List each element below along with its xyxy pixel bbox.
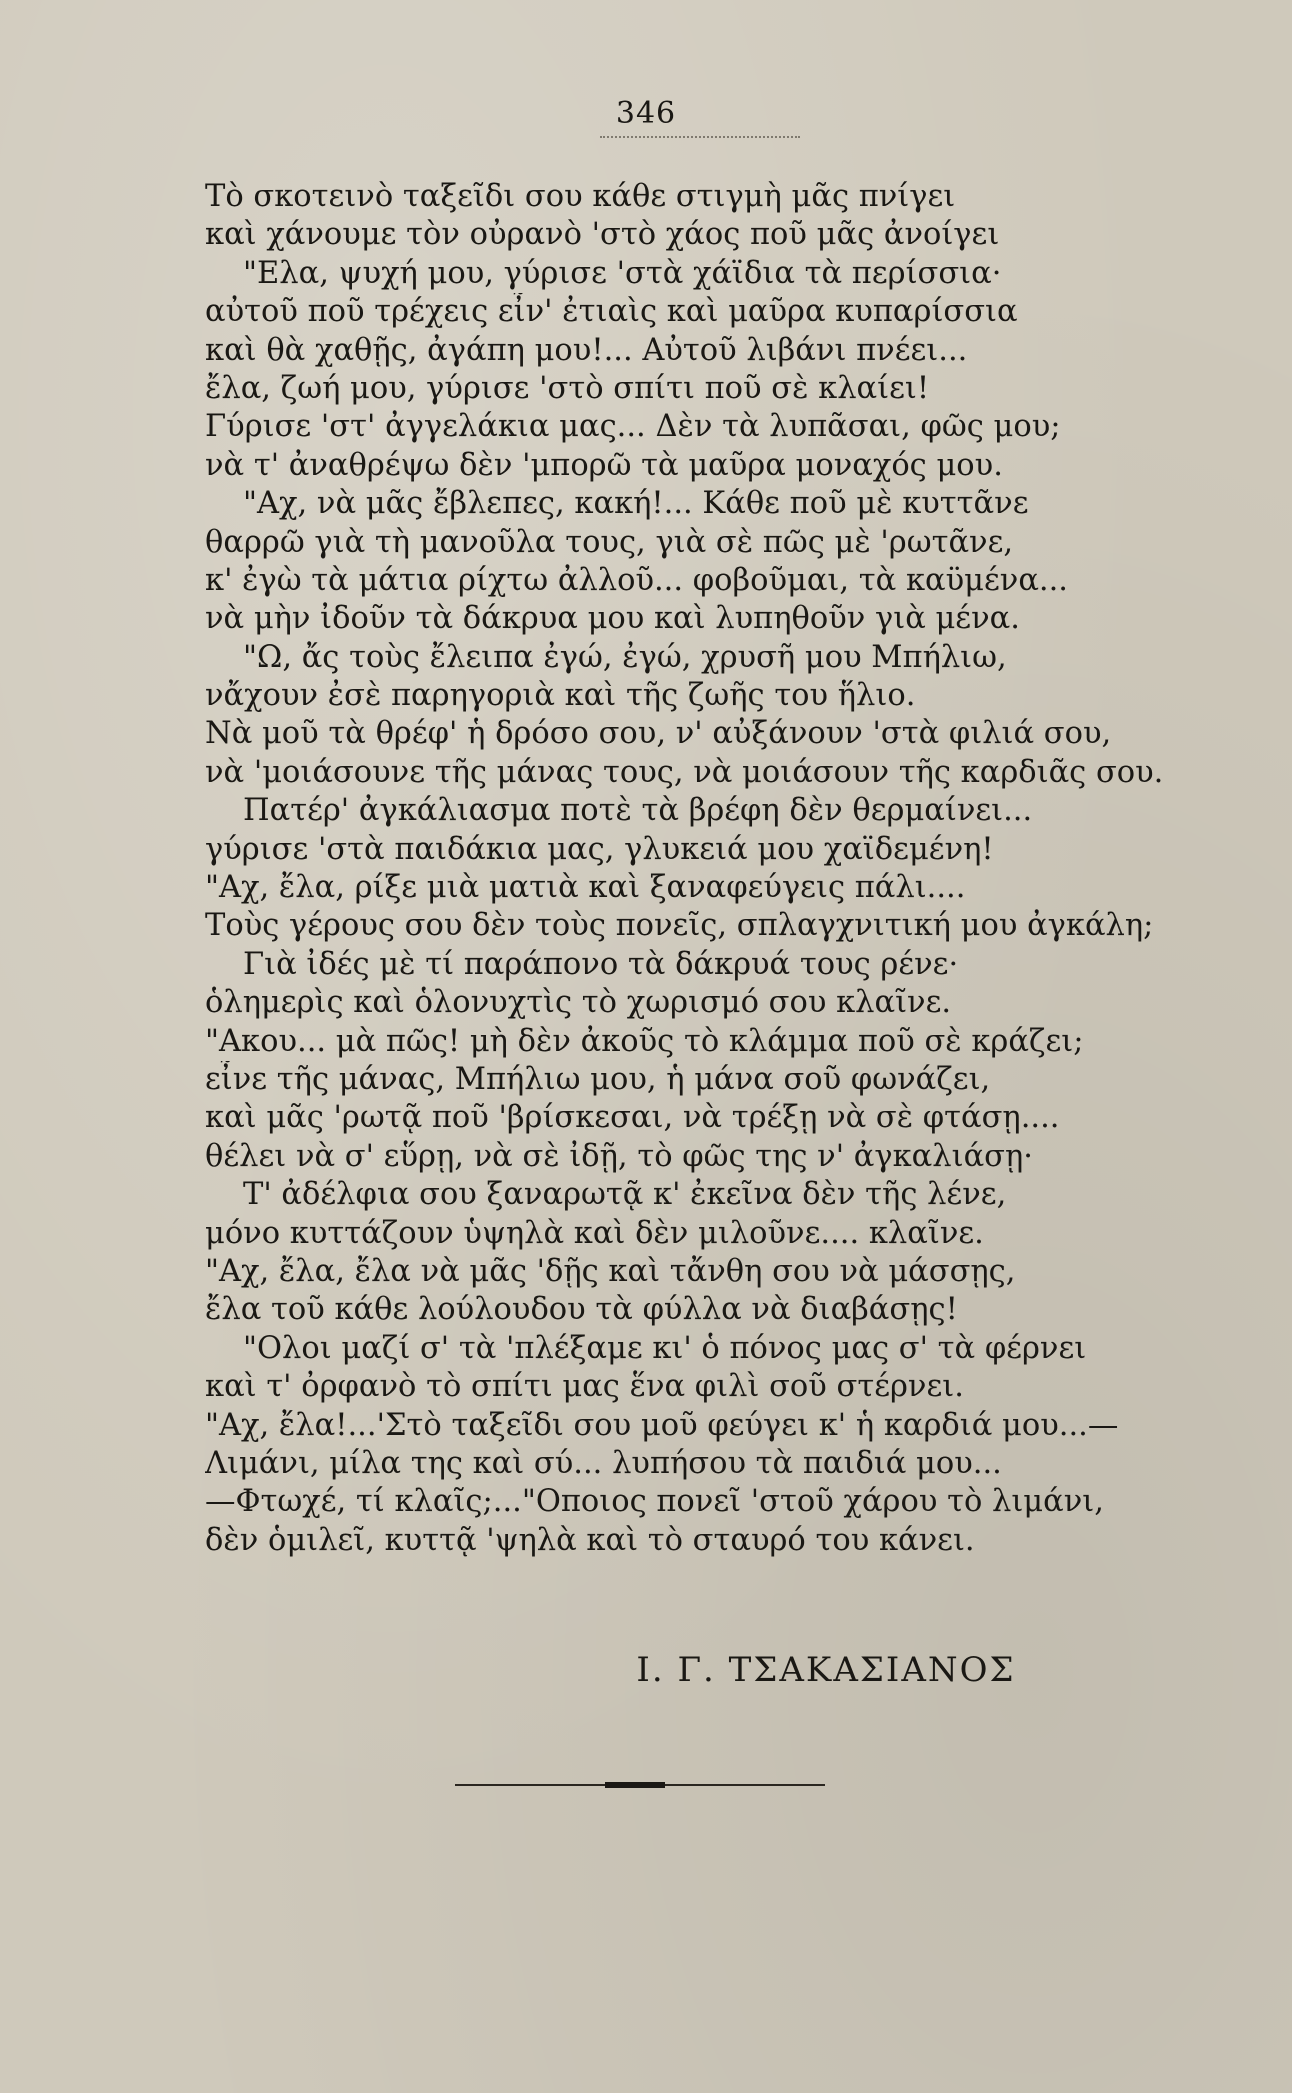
poem-line: Τὸ σκοτεινὸ ταξεῖδι σου κάθε στιγμὴ μᾶς πνίγει <box>205 179 956 214</box>
poem-line: Γιὰ ἰδές μὲ τί παράπονο τὰ δάκρυά τους ρένε· <box>243 946 959 982</box>
poem-line: καὶ θὰ χαθῇς, ἀγάπη μου!... Αὐτοῦ λιβάνι πνέει... <box>205 332 968 368</box>
poem-line: "Ακου... μὰ πῶς! μὴ δὲν ἀκοῦς τὸ κλάμμα ποῦ σὲ κράζει; <box>205 1023 1084 1059</box>
poem-line: νὰ μὴν ἰδοῦν τὰ δάκρυα μου καὶ λυπηθοῦν γιὰ μένα. <box>205 601 1020 637</box>
poem-line: νὰ 'μοιάσουνε τῆς μάνας τους, νὰ μοιάσουν τῆς καρδιᾶς σου. <box>205 754 1164 790</box>
poem-line: ἔλα, ζωή μου, γύρισε 'στὸ σπίτι ποῦ σὲ κλαίει! <box>205 370 930 406</box>
poem-line: ἔλα τοῦ κάθε λούλουδου τὰ φύλλα νὰ διαβάσῃς! <box>205 1292 958 1328</box>
poem-line: "Αχ, νὰ μᾶς ἔβλεπες, κακή!... Κάθε ποῦ μὲ κυττᾶνε <box>243 486 1029 522</box>
poem-line: Γύρισε 'στ' ἀγγελάκια μας... Δὲν τὰ λυπᾶσαι, φῶς μου; <box>205 409 1061 445</box>
poem-line: νἄχουν ἐσὲ παρηγοριὰ καὶ τῆς ζωῆς του ἥλιο. <box>205 678 916 714</box>
poem-line: μόνο κυττάζουν ὑψηλὰ καὶ δὲν μιλοῦνε.... κλαῖνε. <box>205 1215 984 1251</box>
poem-line: "Ολοι μαζί σ' τὰ 'πλέξαμε κι' ὁ πόνος μας σ' τὰ φέρνει <box>243 1330 1087 1366</box>
poem-line: ὁλημερὶς καὶ ὁλονυχτὶς τὸ χωρισμό σου κλαῖνε. <box>205 985 952 1021</box>
poem-line: καὶ τ' ὀρφανὸ τὸ σπίτι μας ἕνα φιλὶ σοῦ στέρνει. <box>205 1369 964 1405</box>
poem-line: καὶ χάνουμε τὸν οὐρανὸ 'στὸ χάος ποῦ μᾶς ἀνοίγει <box>205 217 1000 253</box>
poem-line: "Αχ, ἔλα!...'Στὸ ταξεῖδι σου μοῦ φεύγει κ' ἡ καρδιά μου...— <box>205 1407 1119 1443</box>
poem-line: Τοὺς γέρους σου δὲν τοὺς πονεῖς, σπλαγχνιτική μου ἀγκάλη; <box>205 908 1154 944</box>
poem-line: νὰ τ' ἀναθρέψω δὲν 'μπορῶ τὰ μαῦρα μοναχός μου. <box>205 447 1003 483</box>
poem-line: Λιμάνι, μίλα της καὶ σύ... λυπήσου τὰ παιδιά μου... <box>205 1445 1002 1481</box>
poem-line: "Ω, ἄς τοὺς ἔλειπα ἐγώ, ἐγώ, χρυσῆ μου Μπήλιω, <box>243 639 1007 675</box>
poem-text <box>205 178 1215 1560</box>
end-ornament <box>455 1782 825 1788</box>
poem-line: "Αχ, ἔλα, ρίξε μιὰ ματιὰ καὶ ξαναφεύγεις πάλι.... <box>205 870 966 906</box>
page-number: 346 <box>615 96 677 131</box>
ornament-bar <box>605 1782 665 1788</box>
poem-line: θέλει νὰ σ' εὕρῃ, νὰ σὲ ἰδῇ, τὸ φῶς της ν' ἀγκαλιάσῃ· <box>205 1138 1033 1174</box>
poem-line: Τ' ἀδέλφια σου ξαναρωτᾷ κ' ἐκεῖνα δὲν τῆς λένε, <box>243 1177 1007 1213</box>
poem-line: "Αχ, ἔλα, ἔλα νὰ μᾶς 'δῇς καὶ τἄνθη σου νὰ μάσσῃς, <box>205 1253 1016 1289</box>
poem-line: "Ελα, ψυχή μου, γύρισε 'στὰ χάϊδια τὰ περίσσια· <box>243 255 1002 291</box>
author-signature: Ι. Γ. ΤΣΑΚΑΣΙΑΝΟΣ <box>636 1650 1016 1690</box>
page-number-underline <box>600 136 800 138</box>
poem-line: κ' ἐγὼ τὰ μάτια ρίχτω ἀλλοῦ... φοβοῦμαι, τὰ καϋμένα... <box>205 562 1068 598</box>
poem-line: Πατέρ' ἀγκάλιασμα ποτὲ τὰ βρέφη δὲν θερμαίνει... <box>243 793 1033 829</box>
poem-line: δὲν ὁμιλεῖ, κυττᾷ 'ψηλὰ καὶ τὸ σταυρό του κάνει. <box>205 1522 975 1558</box>
poem-line: εἶνε τῆς μάνας, Μπήλιω μου, ἡ μάνα σοῦ φωνάζει, <box>205 1061 991 1097</box>
poem-line: γύρισε 'στὰ παιδάκια μας, γλυκειά μου χαϊδεμένη! <box>205 831 994 867</box>
poem-line: καὶ μᾶς 'ρωτᾷ ποῦ 'βρίσκεσαι, νὰ τρέξῃ νὰ σὲ φτάσῃ.... <box>205 1100 1060 1136</box>
poem-line: Νὰ μοῦ τὰ θρέφ' ἡ δρόσο σου, ν' αὐξάνουν 'στὰ φιλιά σου, <box>205 716 1112 752</box>
poem-line: αὐτοῦ ποῦ τρέχεις εἶν' ἐτιαὶς καὶ μαῦρα κυπαρίσσια <box>205 294 1018 330</box>
poem-line: —Φτωχέ, τί κλαῖς;..."Οποιος πονεῖ 'στοῦ χάρου τὸ λιμάνι, <box>205 1484 1104 1520</box>
poem-line: θαρρῶ γιὰ τὴ μανοῦλα τους, γιὰ σὲ πῶς μὲ 'ρωτᾶνε, <box>205 524 1014 560</box>
